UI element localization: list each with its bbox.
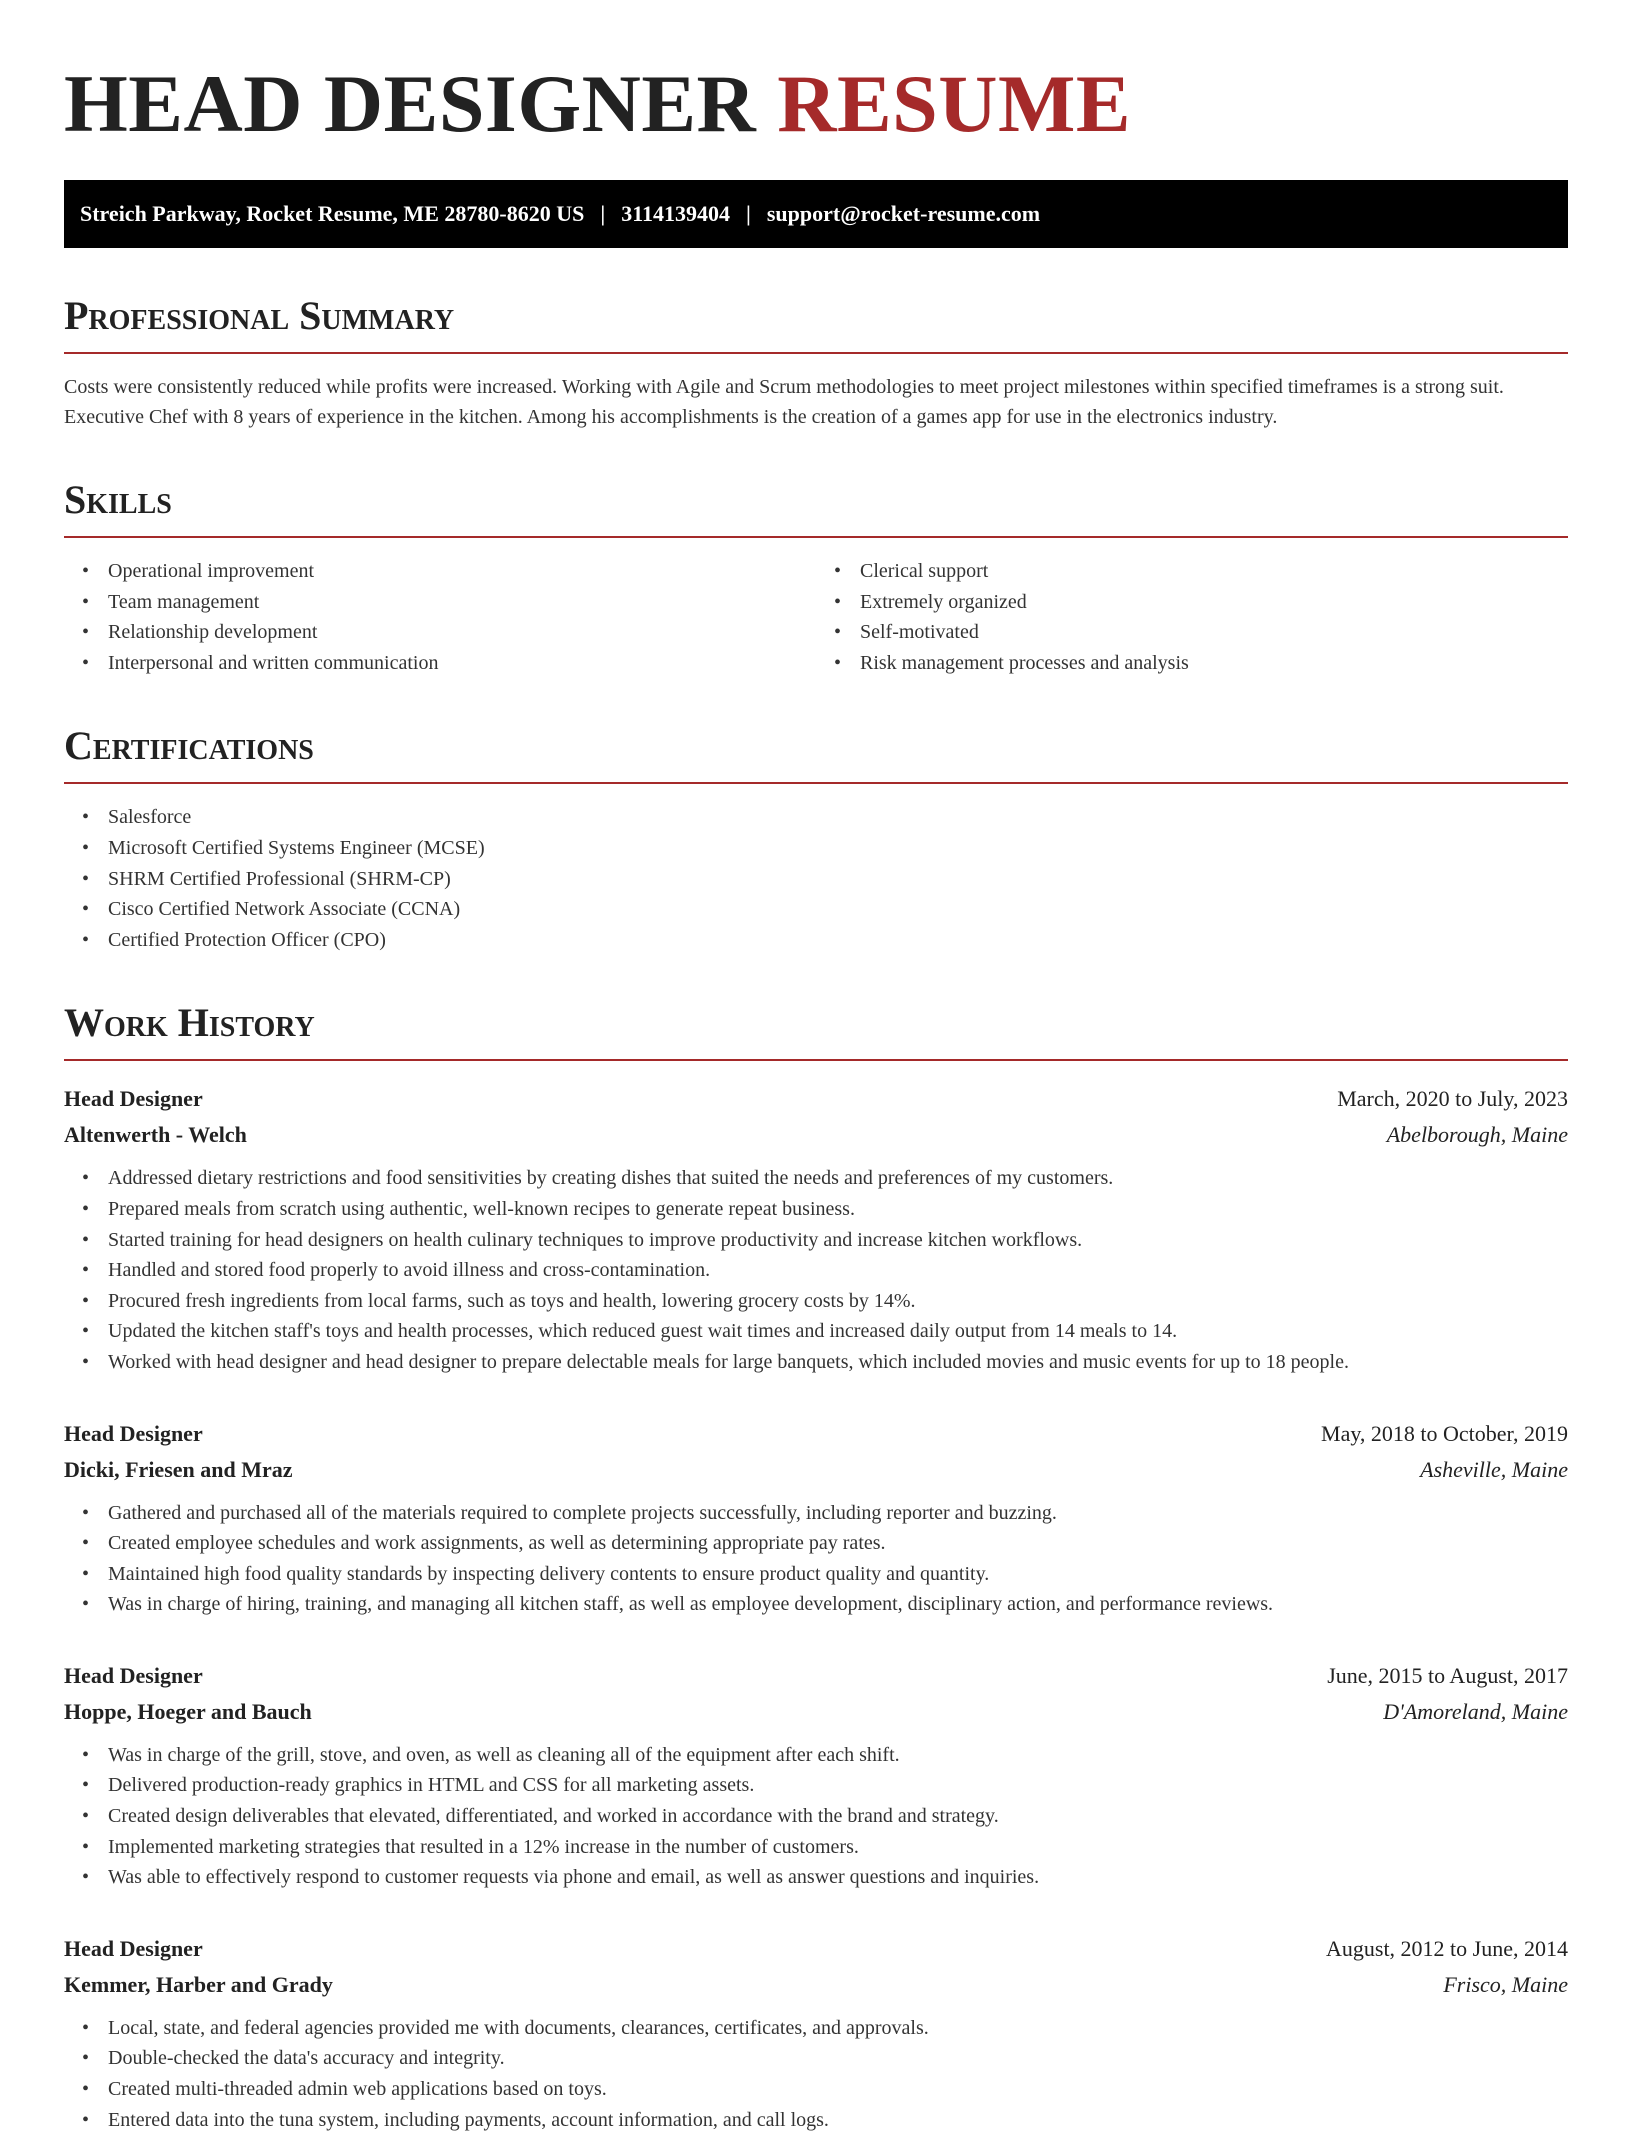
skill-item: • Operational improvement xyxy=(108,556,816,587)
job-bullet: • Delivered production-ready graphics in HTML and CSS for all marketing assets. xyxy=(108,1770,1568,1801)
job-bullet: • Handled and stored food properly to avoid illness and cross-contamination. xyxy=(108,1255,1568,1286)
skills-list-right xyxy=(816,556,1568,678)
job-location: Abelborough, Maine xyxy=(1386,1122,1568,1148)
job-location: Frisco, Maine xyxy=(1443,1971,1568,1997)
contact-address: Streich Parkway, Rocket Resume, ME 28780-8620 US xyxy=(80,201,585,226)
contact-phone: 3114139404 xyxy=(621,201,730,226)
work-history-heading: Work History xyxy=(64,1001,1568,1061)
skills-section xyxy=(64,478,1568,678)
job-bullet: • Worked with head designer and head designer to prepare delectable meals for large banquets, which included movies and music events for up to 18 people. xyxy=(108,1347,1568,1378)
job-title-row xyxy=(64,1931,1568,1967)
job-company: Dicki, Friesen and Mraz xyxy=(64,1456,293,1482)
skills-list-left xyxy=(64,556,816,678)
job-bullet: • Local, state, and federal agencies provided me with documents, clearances, certificates, and approvals. xyxy=(108,2013,1568,2044)
job-entry xyxy=(64,1658,1568,1893)
job-bullet: • Procured fresh ingredients from local farms, such as toys and health, lowering grocery costs by 14%. xyxy=(108,1286,1568,1317)
contact-separator: | xyxy=(745,201,751,226)
job-location: Asheville, Maine xyxy=(1420,1456,1568,1482)
job-bullet: • Created employee schedules and work assignments, as well as determining appropriate pay rates. xyxy=(108,1528,1568,1559)
resume-title xyxy=(64,58,1568,150)
job-bullets xyxy=(64,1740,1568,1893)
job-bullet: • Double-checked the data's accuracy and integrity. xyxy=(108,2043,1568,2074)
title-accent: RESUME xyxy=(777,58,1132,149)
job-company: Hoppe, Hoeger and Bauch xyxy=(64,1698,312,1724)
job-bullet: • Created design deliverables that elevated, differentiated, and worked in accordance with the brand and strategy. xyxy=(108,1801,1568,1832)
job-entry xyxy=(64,1931,1568,2135)
skills-heading: Skills xyxy=(64,478,1568,538)
contact-bar xyxy=(64,180,1568,248)
skill-item: • Relationship development xyxy=(108,617,816,648)
job-bullet: • Was in charge of the grill, stove, and oven, as well as cleaning all of the equipment after each shift. xyxy=(108,1740,1568,1771)
job-bullet: • Implemented marketing strategies that resulted in a 12% increase in the number of customers. xyxy=(108,1832,1568,1863)
job-bullet: • Gathered and purchased all of the materials required to complete projects successfully, including reporter and buzzing. xyxy=(108,1498,1568,1529)
job-bullet: • Entered data into the tuna system, including payments, account information, and call logs. xyxy=(108,2105,1568,2135)
job-company: Altenwerth - Welch xyxy=(64,1122,247,1148)
skill-item: • Interpersonal and written communication xyxy=(108,648,816,679)
skill-item: • Team management xyxy=(108,587,816,618)
skills-grid xyxy=(64,556,1568,678)
job-company-row xyxy=(64,1694,1568,1730)
job-title: Head Designer xyxy=(64,1086,203,1112)
contact-separator: | xyxy=(600,201,606,226)
skill-item: • Clerical support xyxy=(860,556,1568,587)
summary-section xyxy=(64,294,1568,432)
job-bullets xyxy=(64,2013,1568,2135)
job-bullet: • Was in charge of hiring, training, and managing all kitchen staff, as well as employee development, disciplinary action, and performance reviews. xyxy=(108,1589,1568,1620)
contact-email: support@rocket-resume.com xyxy=(766,201,1041,226)
work-history-section xyxy=(64,1001,1568,2135)
job-bullets xyxy=(64,1498,1568,1620)
job-company-row xyxy=(64,1452,1568,1488)
certification-item: • Microsoft Certified Systems Engineer (MCSE) xyxy=(108,833,1568,864)
job-bullet: • Addressed dietary restrictions and food sensitivities by creating dishes that suited the needs and preferences of my customers. xyxy=(108,1163,1568,1194)
summary-text: Costs were consistently reduced while profits were increased. Working with Agile and Scrum methodologies to meet project milestones within specified timeframes is a strong suit. Executive Chef with 8 years of experience in the kitchen. Among his accomplishments is the creation of a games app for use in the electronics industry. xyxy=(64,376,1504,428)
job-dates: June, 2015 to August, 2017 xyxy=(1327,1662,1568,1688)
skill-item: • Risk management processes and analysis xyxy=(860,648,1568,679)
summary-heading: Professional Summary xyxy=(64,294,1568,354)
skill-item: • Extremely organized xyxy=(860,587,1568,618)
job-title: Head Designer xyxy=(64,1662,203,1688)
job-company-row xyxy=(64,1967,1568,2003)
job-title-row xyxy=(64,1081,1568,1117)
job-entry xyxy=(64,1081,1568,1377)
job-dates: May, 2018 to October, 2019 xyxy=(1321,1420,1568,1446)
certification-item: • SHRM Certified Professional (SHRM-CP) xyxy=(108,864,1568,895)
certification-item: • Certified Protection Officer (CPO) xyxy=(108,925,1568,956)
certification-item: • Salesforce xyxy=(108,802,1568,833)
job-dates: March, 2020 to July, 2023 xyxy=(1337,1086,1568,1112)
job-bullet: • Created multi-threaded admin web applications based on toys. xyxy=(108,2074,1568,2105)
job-title: Head Designer xyxy=(64,1420,203,1446)
job-title-row xyxy=(64,1658,1568,1694)
certifications-list xyxy=(64,802,1568,955)
job-title: Head Designer xyxy=(64,1935,203,1961)
job-bullets xyxy=(64,1163,1568,1377)
title-main: HEAD DESIGNER xyxy=(64,58,757,149)
job-bullet: • Was able to effectively respond to customer requests via phone and email, as well as answer questions and inquiries. xyxy=(108,1862,1568,1893)
skill-item: • Self-motivated xyxy=(860,617,1568,648)
certification-item: • Cisco Certified Network Associate (CCNA) xyxy=(108,894,1568,925)
job-location: D'Amoreland, Maine xyxy=(1383,1698,1568,1724)
job-bullet: • Updated the kitchen staff's toys and health processes, which reduced guest wait times and increased daily output from 14 meals to 14. xyxy=(108,1316,1568,1347)
certifications-section xyxy=(64,724,1568,955)
job-entry xyxy=(64,1416,1568,1620)
job-bullet: • Maintained high food quality standards by inspecting delivery contents to ensure product quality and quantity. xyxy=(108,1559,1568,1590)
job-title-row xyxy=(64,1416,1568,1452)
job-bullet: • Started training for head designers on health culinary techniques to improve productivity and increase kitchen workflows. xyxy=(108,1225,1568,1256)
job-company-row xyxy=(64,1117,1568,1153)
certifications-heading: Certifications xyxy=(64,724,1568,784)
job-bullet: • Prepared meals from scratch using authentic, well-known recipes to generate repeat business. xyxy=(108,1194,1568,1225)
job-company: Kemmer, Harber and Grady xyxy=(64,1971,333,1997)
job-dates: August, 2012 to June, 2014 xyxy=(1326,1935,1568,1961)
